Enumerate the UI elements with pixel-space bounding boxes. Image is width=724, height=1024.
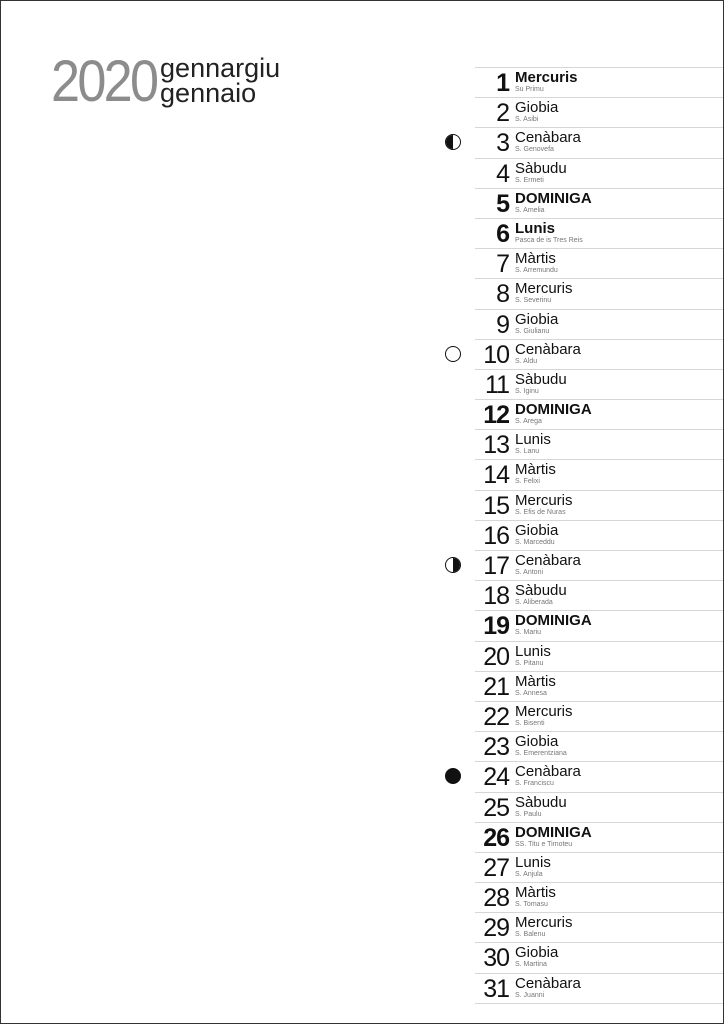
day-number: 27	[483, 853, 509, 882]
weekday-name: Sàbudu	[515, 793, 567, 811]
saint-name: S. Annesa	[515, 689, 547, 697]
day-number: 18	[483, 582, 509, 611]
weekday-name: Cenàbara	[515, 340, 581, 358]
saint-name: SS. Titu e Timoteu	[515, 840, 573, 848]
day-row	[475, 400, 723, 430]
weekday-name: Mercuris	[515, 280, 573, 298]
saint-name: S. Lanu	[515, 448, 540, 456]
weekday-name: Cenàbara	[515, 974, 581, 992]
day-row	[475, 68, 723, 98]
saint-name: S. Antoni	[515, 569, 544, 576]
weekday-name: DOMINIGA	[515, 612, 592, 630]
day-number: 10	[483, 340, 509, 369]
day-row	[475, 189, 723, 219]
saint-name: S. Aliberada	[515, 599, 553, 607]
day-row	[475, 460, 723, 490]
day-row	[475, 340, 723, 370]
day-row	[475, 521, 723, 551]
day-row	[475, 128, 723, 158]
day-row	[475, 913, 723, 943]
weekday-name: Màrtis	[515, 461, 556, 479]
weekday-name: Sàbudu	[515, 159, 567, 177]
day-row	[475, 611, 723, 641]
day-number: 13	[483, 431, 509, 460]
day-number: 20	[483, 642, 509, 671]
saint-name: S. Juanni	[515, 991, 545, 999]
weekday-name: Lunis	[515, 431, 551, 449]
saint-name: Pasca de is Tres Reis	[515, 236, 583, 244]
weekday-name: Lunis	[515, 853, 551, 871]
day-number: 6	[496, 219, 509, 248]
weekday-name: Sàbudu	[515, 582, 567, 600]
day-list	[475, 67, 723, 1004]
saint-name: S. Tomasu	[515, 901, 548, 909]
day-row	[475, 702, 723, 732]
weekday-name: Màrtis	[515, 672, 556, 690]
day-number: 22	[483, 702, 509, 731]
day-number: 24	[483, 763, 509, 792]
weekday-name: DOMINIGA	[515, 189, 592, 207]
day-row	[475, 853, 723, 883]
day-number: 15	[483, 491, 509, 520]
day-row	[475, 762, 723, 792]
day-row	[475, 279, 723, 309]
day-number: 14	[483, 461, 509, 490]
weekday-name: Cenàbara	[515, 763, 581, 781]
day-number: 3	[496, 129, 509, 158]
saint-name: S. Arremundu	[515, 267, 558, 275]
saint-name: S. Martina	[515, 961, 547, 969]
weekday-name: Mercuris	[515, 702, 573, 720]
day-number: 11	[485, 370, 509, 399]
saint-name: S. Pitanu	[515, 659, 544, 667]
day-number: 9	[496, 310, 509, 339]
month-italian: gennaio	[160, 78, 257, 108]
saint-name: S. Felixi	[515, 478, 540, 486]
saint-name: S. Ermeti	[515, 176, 544, 184]
day-row	[475, 159, 723, 189]
weekday-name: Sàbudu	[515, 370, 567, 388]
weekday-name: Giobia	[515, 944, 559, 962]
month-sardinian: gennargiu	[160, 53, 281, 83]
day-number: 21	[483, 672, 509, 701]
day-number: 12	[483, 401, 509, 430]
new-moon-icon	[445, 768, 461, 784]
weekday-name: Lunis	[515, 642, 551, 660]
weekday-name: Mercuris	[515, 914, 573, 932]
day-number: 5	[496, 189, 509, 218]
day-row	[475, 370, 723, 400]
day-number: 7	[496, 250, 509, 279]
day-row	[475, 98, 723, 128]
day-row	[475, 219, 723, 249]
weekday-name: Mercuris	[515, 69, 578, 86]
calendar-header	[51, 49, 281, 114]
saint-name: S. Franciscu	[515, 780, 554, 788]
weekday-name: Giobia	[515, 310, 559, 328]
day-number: 16	[483, 521, 509, 550]
day-row	[475, 883, 723, 913]
weekday-name: DOMINIGA	[515, 401, 592, 419]
day-number: 25	[483, 793, 509, 822]
year-label: 2020	[51, 49, 157, 114]
day-number: 1	[496, 69, 509, 97]
weekday-name: Lunis	[515, 219, 555, 237]
saint-name: S. Asibi	[515, 116, 539, 124]
day-number: 31	[483, 974, 509, 1003]
weekday-name: DOMINIGA	[515, 823, 592, 841]
weekday-name: Màrtis	[515, 250, 556, 268]
saint-name: Su Primu	[515, 86, 544, 93]
saint-name: S. Balenu	[515, 931, 546, 939]
saint-name: S. Paulu	[515, 810, 542, 818]
day-number: 4	[496, 159, 509, 188]
weekday-name: Cenàbara	[515, 129, 581, 147]
day-row	[475, 672, 723, 702]
day-number: 2	[496, 99, 509, 128]
saint-name: S. Bisenti	[515, 719, 545, 727]
saint-name: S. Genovefa	[515, 146, 554, 154]
saint-name: S. Giulianu	[515, 327, 550, 335]
month-names	[160, 53, 280, 106]
day-row	[475, 491, 723, 521]
day-row	[475, 249, 723, 279]
day-number: 17	[483, 552, 509, 580]
saint-name: S. Arega	[515, 418, 542, 426]
day-row	[475, 793, 723, 823]
full-moon-icon	[445, 346, 461, 362]
day-number: 19	[483, 612, 509, 641]
saint-name: S. Mariu	[515, 629, 542, 637]
saint-name: S. Aldu	[515, 357, 538, 365]
saint-name: S. Anjula	[515, 870, 543, 878]
saint-name: S. Severinu	[515, 297, 552, 305]
day-number: 28	[483, 884, 509, 913]
saint-name: S. Iginu	[515, 387, 539, 395]
day-row	[475, 581, 723, 611]
weekday-name: Giobia	[515, 733, 559, 751]
day-row	[475, 974, 723, 1004]
day-row	[475, 310, 723, 340]
day-row	[475, 430, 723, 460]
day-number: 23	[483, 733, 509, 762]
day-number: 30	[483, 944, 509, 973]
weekday-name: Giobia	[515, 99, 559, 117]
saint-name: S. Efis de Nuras	[515, 508, 566, 516]
saint-name: S. Emerentziana	[515, 750, 567, 758]
weekday-name: Cenàbara	[515, 552, 581, 569]
first-quarter-moon-icon	[445, 557, 461, 573]
day-row	[475, 943, 723, 973]
weekday-name: Giobia	[515, 521, 559, 539]
day-row	[475, 823, 723, 853]
day-number: 26	[483, 823, 509, 852]
last-quarter-moon-icon	[445, 134, 461, 150]
day-row	[475, 732, 723, 762]
saint-name: S. Amelia	[515, 206, 545, 214]
day-number: 8	[496, 280, 509, 309]
weekday-name: Mercuris	[515, 491, 573, 509]
day-row	[475, 642, 723, 672]
day-number: 29	[483, 914, 509, 943]
weekday-name: Màrtis	[515, 884, 556, 902]
saint-name: S. Marceddu	[515, 538, 555, 546]
day-row	[475, 551, 723, 581]
